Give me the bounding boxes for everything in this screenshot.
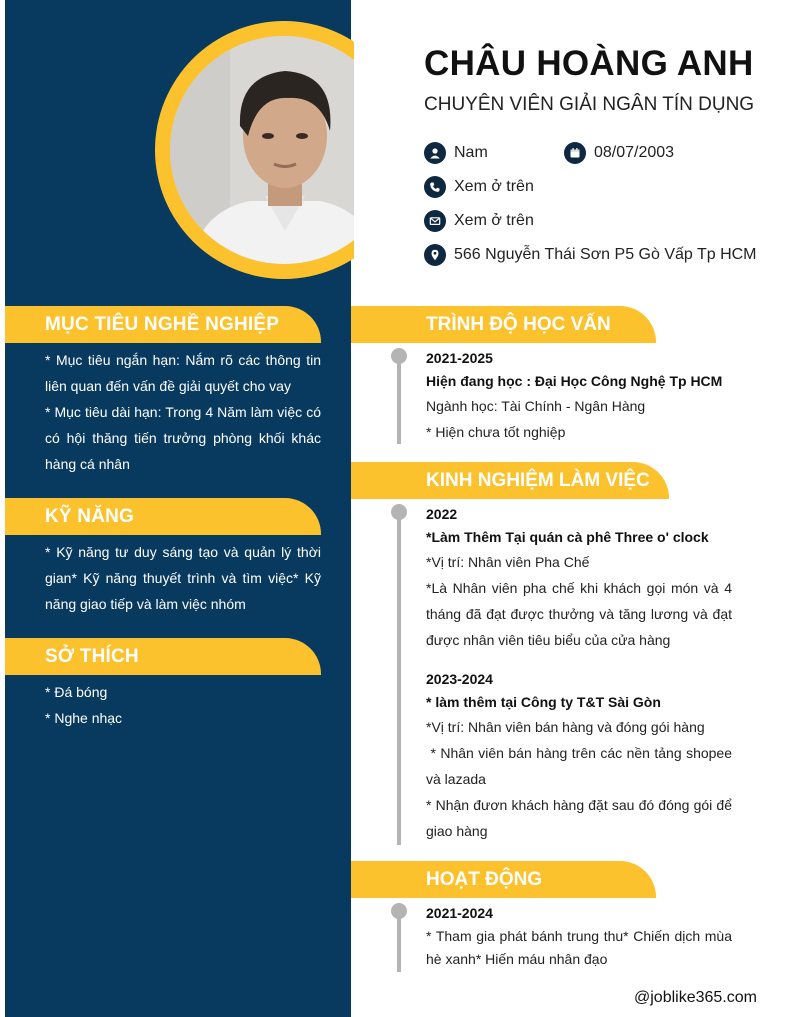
entry-company: * làm thêm tại Công ty T&T Sài Gòn (426, 694, 661, 710)
experience-entry (426, 503, 732, 653)
entry-period: 2021-2024 (426, 905, 493, 921)
birthdate-value: 08/07/2003 (594, 144, 675, 161)
hobbies-heading-banner (5, 638, 321, 675)
entry-line: * Hiện chưa tốt nghiệp (426, 424, 566, 440)
gender-row (424, 142, 488, 164)
calendar-icon (564, 142, 586, 164)
education-timeline-dot (391, 348, 407, 364)
activities-timeline (397, 911, 401, 972)
activities-timeline-dot (391, 903, 407, 919)
entry-period: 2021-2025 (426, 350, 493, 366)
entry-line: Ngành học: Tài Chính - Ngân Hàng (426, 398, 646, 414)
hobbies-heading: SỞ THÍCH (45, 646, 139, 667)
education-entry (426, 347, 732, 445)
entry-period: 2022 (426, 506, 458, 522)
email-icon (424, 210, 446, 232)
activities-heading-banner (351, 861, 656, 898)
skills-heading-banner (5, 498, 321, 535)
activities-entry (426, 902, 732, 971)
skills-heading: KỸ NĂNG (45, 506, 135, 527)
entry-line: *Vị trí: Nhân viên bán hàng và đóng gói hàng (426, 719, 705, 735)
activities-heading: HOẠT ĐỘNG (426, 869, 543, 890)
hobby-item: * Đá bóng (45, 684, 108, 700)
entry-period: 2023-2024 (426, 671, 493, 687)
phone-row (424, 176, 534, 198)
entry-line: * Nhận đươn khách hàng đặt sau đó đóng gói để giao hàng (426, 797, 732, 839)
entry-line: * Nhân viên bán hàng trên các nền tảng shopee và lazada (426, 745, 736, 787)
objective-heading: MỤC TIÊU NGHỀ NGHIỆP (45, 314, 280, 335)
candidate-name: CHÂU HOÀNG ANH (424, 44, 754, 83)
entry-line: * Tham gia phát bánh trung thu* Chiến dịch mùa hè xanh* Hiến máu nhân đạo (426, 928, 732, 967)
phone-value: Xem ở trên (454, 178, 534, 195)
address-row (424, 244, 757, 266)
entry-school: Hiện đang học : Đại Học Công Nghệ Tp HCM (426, 373, 723, 389)
email-value: Xem ở trên (454, 212, 534, 229)
hobbies-text (45, 679, 321, 731)
address-value: 566 Nguyễn Thái Sơn P5 Gò Vấp Tp HCM (454, 246, 757, 263)
entry-line: *Là Nhân viên pha chế khi khách gọi món và 4 tháng đã đạt được thưởng và tăng lương và đạt được nhân viên tiêu biểu của cửa hàng (426, 580, 732, 648)
location-icon (424, 244, 446, 266)
skills-text (45, 539, 321, 617)
experience-timeline-dot (391, 504, 407, 520)
education-timeline (397, 356, 401, 444)
entry-line: *Vị trí: Nhân viên Pha Chế (426, 554, 590, 570)
objective-heading-banner (5, 306, 321, 343)
entry-company: *Làm Thêm Tại quán cà phê Three o' clock (426, 529, 709, 545)
education-heading-banner (351, 306, 656, 343)
job-title: CHUYÊN VIÊN GIẢI NGÂN TÍN DỤNG (424, 94, 755, 115)
experience-entry (426, 668, 736, 844)
skills-line: * Kỹ năng tư duy sáng tạo và quản lý thời gian* Kỹ năng thuyết trình và tìm việc* Kỹ năng giao tiếp và làm việc nhóm (45, 544, 321, 612)
phone-icon (424, 176, 446, 198)
objective-text (45, 347, 321, 477)
objective-line: * Mục tiêu ngắn hạn: Nắm rõ các thông tin liên quan đến vấn đề giải quyết cho vay (45, 352, 321, 394)
gender-value: Nam (454, 144, 488, 161)
hobby-item: * Nghe nhạc (45, 710, 123, 726)
email-row (424, 210, 534, 232)
experience-heading-banner (351, 462, 669, 499)
birthdate-row (564, 142, 674, 164)
watermark: @joblike365.com (634, 989, 757, 1006)
objective-line: * Mục tiêu dài hạn: Trong 4 Năm làm việc có có hội thăng tiến trưởng phòng khối khác hàng cá nhân (45, 404, 321, 472)
user-icon (424, 142, 446, 164)
experience-timeline (397, 512, 401, 845)
experience-heading: KINH NGHIỆM LÀM VIỆC (426, 470, 650, 491)
education-heading: TRÌNH ĐỘ HỌC VẤN (426, 314, 611, 335)
